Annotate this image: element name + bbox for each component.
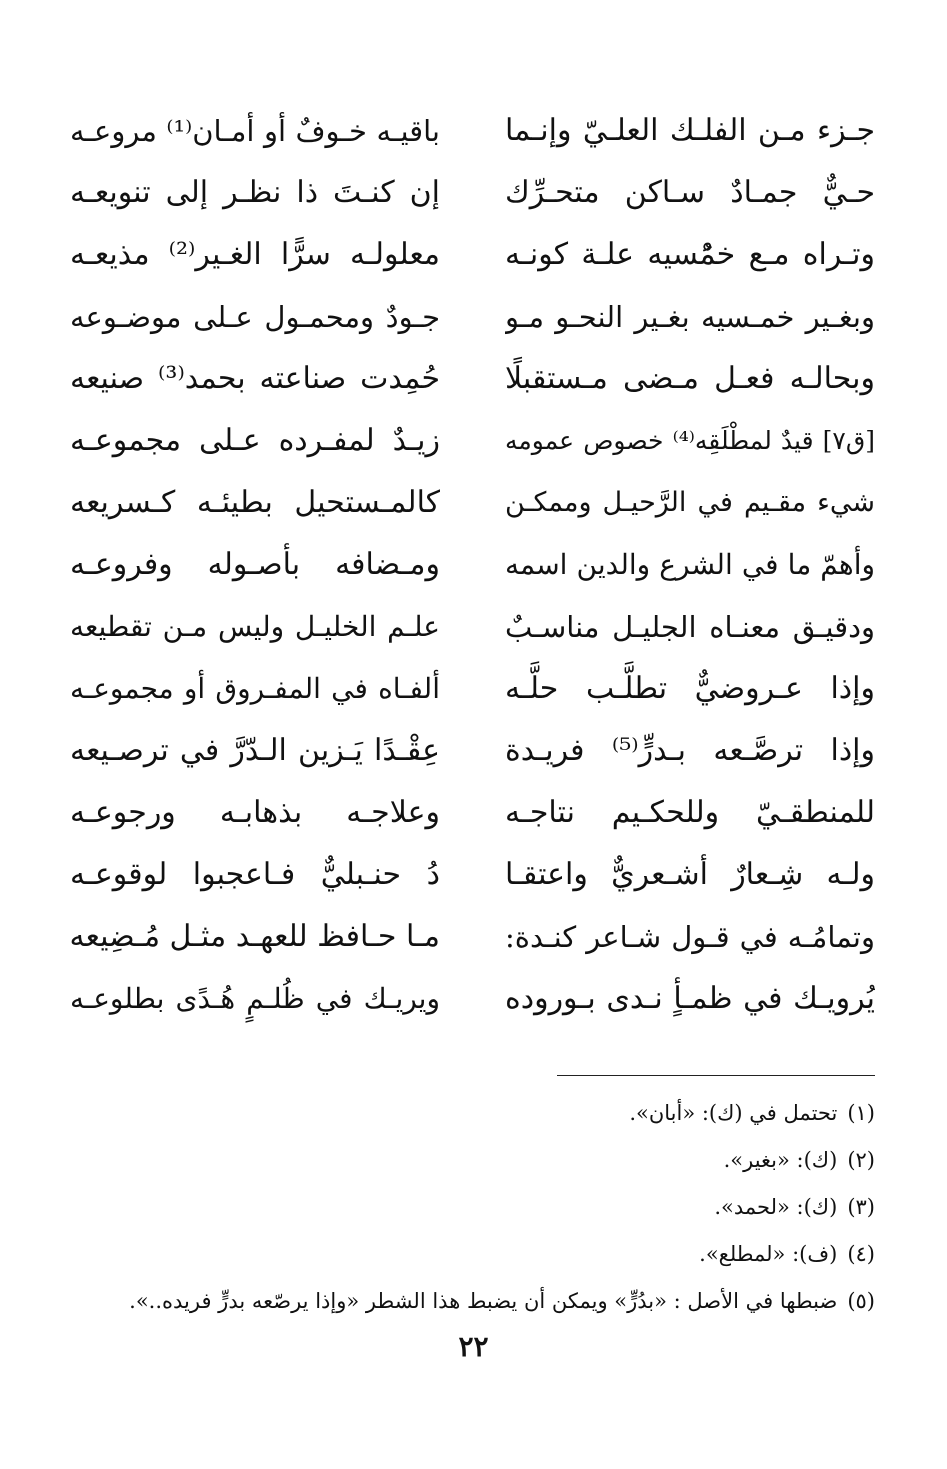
hemistich-first: وبحالـه فعـل مـضى مـستقبلًا <box>505 361 875 396</box>
hemistich-first: وبغـير خمـسيه بغـير النحـو مـو <box>505 300 875 334</box>
verse <box>70 534 875 596</box>
hemistich-first: جـزء مـن الفلـك العلـيّ وإنـما <box>505 113 875 148</box>
page-number: ٢٢ <box>458 1330 489 1363</box>
hemistich-second: معلولـه سرًّا الغـير⁽²⁾ مذيعـه <box>70 237 440 272</box>
verse <box>70 658 875 720</box>
footnote <box>60 1090 875 1137</box>
hemistich-second: علـم الخليـل وليس مـن تقطيعه <box>70 610 440 643</box>
hemistich-first: ولـه شِـعارٌ أشـعريٌّ واعتقـا <box>505 857 875 892</box>
hemistich-second: إن كنـتَ ذا نظـر إلى تنويعـه <box>70 175 440 210</box>
footnote-number: (٥) <box>847 1289 875 1313</box>
hemistich-first: يُرويـك في ظمـأٍ نـدى بـوروده <box>505 981 875 1016</box>
verse <box>70 410 875 472</box>
hemistich-second: ويريـك في ظُلـمٍ هُـدًى بطلوعـه <box>70 982 440 1015</box>
hemistich-second: وعلاجـه بذهابـه ورجوعـه <box>70 795 440 830</box>
hemistich-first: وإذا عـروضيٌّ تطلَّـب حلَّـه <box>505 671 875 706</box>
hemistich-second: حُمِدت صناعته بحمد⁽³⁾ صنيعه <box>70 361 440 396</box>
hemistich-first: وتمامُـه في قـول شـاعر كنـدة: <box>505 920 875 954</box>
footnote-number: (٢) <box>847 1148 875 1172</box>
footnote-text: (ك): «لحمد». <box>714 1195 838 1219</box>
verse <box>70 224 875 286</box>
hemistich-first: حـيٌّ جمـادٌ سـاكن متحـرِّك <box>505 175 875 210</box>
footnote-number: (٤) <box>847 1242 875 1266</box>
hemistich-second: جـودٌ ومحمـول عـلى موضـوعه <box>70 300 440 334</box>
verse <box>70 596 875 658</box>
footnote-text: تحتمل في (ك): «أبان». <box>629 1101 838 1125</box>
footnote <box>60 1137 875 1184</box>
hemistich-first: للمنطقـيّ وللحكـيم نتاجـه <box>505 795 875 830</box>
hemistich-second: ومـضافه بأصـوله وفروعـه <box>70 547 440 582</box>
verse <box>70 782 875 844</box>
footnote-divider <box>557 1075 875 1076</box>
verse <box>70 906 875 968</box>
footnotes <box>60 1090 875 1325</box>
hemistich-second: مـا حـافظ للعهـد مثـل مُـضِيعه <box>70 919 440 954</box>
hemistich-first: [ق٧] قيدٌ لمطْلَقِه⁽⁴⁾ خصوص عمومه <box>505 426 875 455</box>
footnote <box>60 1278 875 1325</box>
hemistich-first: شيء مقـيم في الرَّحيـل وممكـن <box>505 487 875 518</box>
footnote-text: ضبطها في الأصل : «بدُرٍّ» ويمكن أن يضبط هذا الشطر «وإذا يرصّعه بدرٍّ فريده..». <box>129 1289 838 1313</box>
hemistich-second: عِقْـدًا يَـزين الـدّرَّ في ترصـيعه <box>70 733 440 768</box>
hemistich-first: ودقيـق معنـاه الجليـل مناسـبٌ <box>505 610 875 644</box>
footnote <box>60 1231 875 1278</box>
hemistich-second: دُ حنـبليٌّ فـاعجبوا لوقوعـه <box>70 857 440 892</box>
verse <box>70 720 875 782</box>
footnote <box>60 1184 875 1231</box>
verse <box>70 472 875 534</box>
poem <box>70 100 875 1030</box>
footnote-text: (ف): «لمطلع». <box>699 1242 838 1266</box>
hemistich-second: زيـدٌ لمفـرده عـلى مجموعـه <box>70 423 440 458</box>
footnote-text: (ك): «بغير». <box>723 1148 838 1172</box>
verse <box>70 968 875 1030</box>
hemistich-second: باقيـه خـوفٌ أو أمـان⁽¹⁾ مروعـه <box>70 114 440 148</box>
footnote-number: (١) <box>847 1101 875 1125</box>
verse <box>70 348 875 410</box>
hemistich-second: ألفـاه في المفـروق أو مجموعـه <box>70 672 440 705</box>
verse <box>70 100 875 162</box>
hemistich-second: كالمـستحيل بطيئـه كـسريعه <box>70 485 440 520</box>
hemistich-first: وإذا ترصَّـعه بـدرٍّ⁽⁵⁾ فريـدة <box>505 733 875 768</box>
footnote-number: (٣) <box>847 1195 875 1219</box>
verse <box>70 162 875 224</box>
hemistich-first: وتـراه مـع خمُْسيه علـة كونـه <box>505 237 875 272</box>
verse <box>70 286 875 348</box>
hemistich-first: وأهمّ ما في الشرع والدين اسمه <box>505 548 875 581</box>
verse <box>70 844 875 906</box>
